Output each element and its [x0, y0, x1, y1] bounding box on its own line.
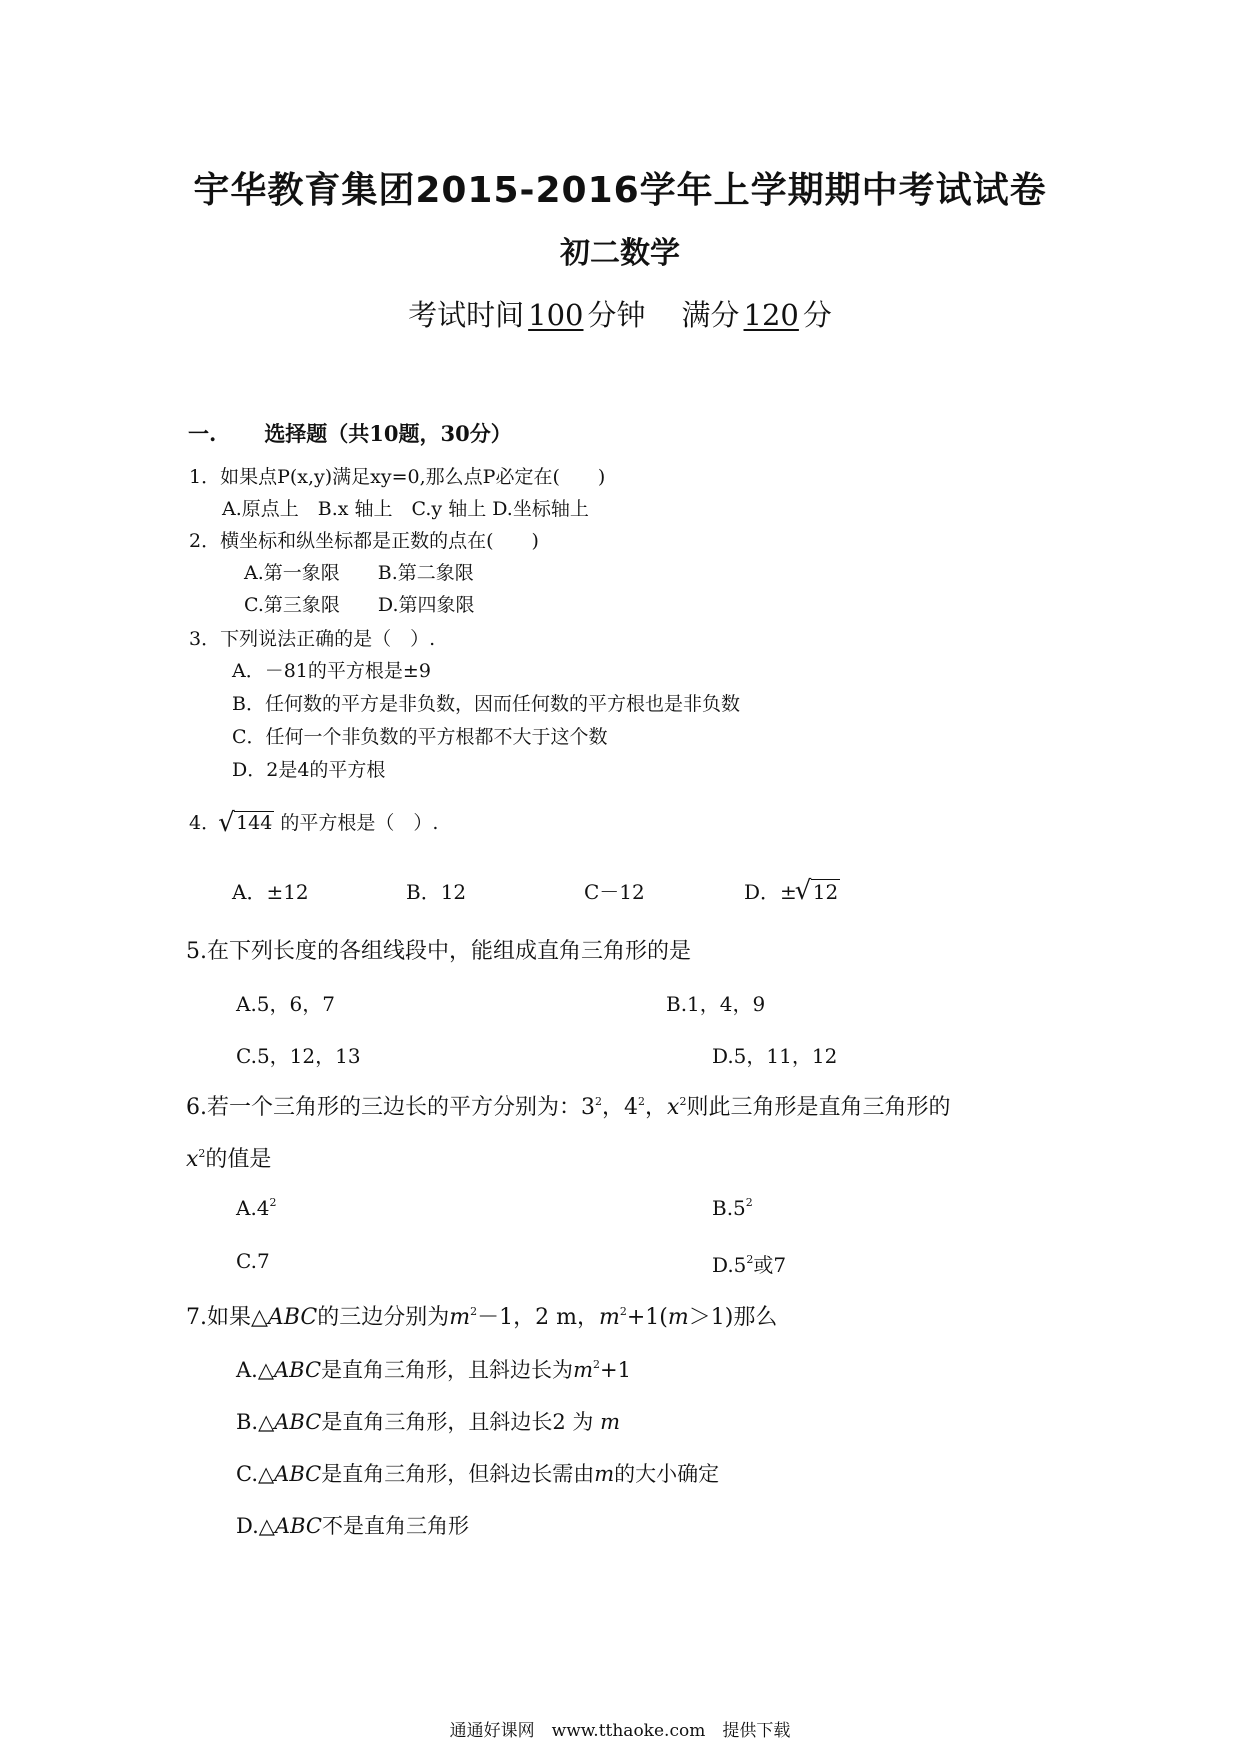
q7-number: 7.: [186, 1305, 207, 1330]
q6-option-d-tail: 或7: [753, 1253, 787, 1277]
q6-stem-line2: [186, 1142, 271, 1173]
q4-stem-tail: 的平方根是（ ）.: [274, 812, 439, 834]
q4-option-b: B．12: [406, 880, 467, 904]
q4-option-a: A．±12: [232, 880, 309, 904]
q7-d-abc: ABC: [274, 1514, 322, 1538]
q7-option-b: [236, 1406, 620, 1436]
page-footer: 通通好课网 www.tthaoke.com 提供下载: [449, 1721, 791, 1741]
time-label: 考试时间: [408, 298, 525, 332]
q7-a-head: A.△: [236, 1358, 274, 1382]
q6-stem-sep1: ，4: [602, 1095, 638, 1120]
q7-a-mid: 是直角三角形，且斜边长为: [321, 1358, 574, 1382]
q6-x-line2: x: [186, 1147, 199, 1172]
q7-stem-a: －1，2 m，: [477, 1305, 599, 1330]
exam-title: 宇华教育集团2015-2016学年上学期期中考试试卷: [193, 170, 1047, 211]
q7-m-3: m: [667, 1305, 689, 1330]
q6-option-a: [236, 1196, 277, 1220]
q7-option-d: [236, 1510, 469, 1540]
q3-option-a: A．－81的平方根是±9: [232, 660, 431, 682]
q6-option-b-text: B.5: [712, 1196, 746, 1220]
q7-c-abc: ABC: [274, 1462, 322, 1486]
exam-info: [0, 293, 1240, 334]
q7-c-m: m: [594, 1462, 615, 1486]
q6-exp-1: 2: [595, 1095, 602, 1108]
q7-b-mid: 是直角三角形，且斜边长2 为: [321, 1410, 594, 1434]
q4-option-d-radicand: 12: [812, 880, 839, 904]
score-label: 满分: [681, 298, 740, 332]
q7-a-abc: ABC: [274, 1358, 322, 1382]
q6-stem-head: 6.若一个三角形的三边长的平方分别为：3: [186, 1095, 595, 1120]
q6-x: x: [667, 1095, 680, 1120]
q2-stem: 2．横坐标和纵坐标都是正数的点在( ): [189, 530, 539, 552]
q6-stem-line1: [186, 1090, 950, 1121]
q6-option-b-exp: 2: [745, 1196, 753, 1209]
q7-stem-head: 如果△: [207, 1305, 268, 1330]
q4-option-d: [744, 876, 840, 905]
time-unit: 分钟: [587, 298, 646, 332]
q7-a-exp: 2: [592, 1358, 600, 1371]
q6-stem-tail: 则此三角形是直角三角形的: [686, 1095, 951, 1120]
q6-option-a-text: A.4: [236, 1196, 270, 1220]
q7-exp-2: 2: [619, 1305, 627, 1318]
q1-options: A.原点上 B.x 轴上 C.y 轴上 D.坐标轴上: [222, 498, 589, 520]
q4-radicand: 144: [236, 812, 273, 834]
q6-option-b: [712, 1196, 753, 1220]
q7-a-tail: +1: [599, 1358, 631, 1382]
section-heading: [188, 418, 512, 448]
q7-c-mid: 是直角三角形，但斜边长需由: [321, 1462, 595, 1486]
q7-stem-mid: 的三边分别为: [317, 1305, 450, 1330]
q7-stem: [186, 1300, 777, 1331]
q7-exp-1: 2: [470, 1305, 478, 1318]
q4-option-c: C－12: [584, 880, 645, 904]
q3-stem: 3．下列说法正确的是（ ）.: [189, 628, 436, 650]
q7-b-abc: ABC: [274, 1410, 322, 1434]
q7-m-1: m: [449, 1305, 471, 1330]
section-number: 一.: [188, 421, 217, 446]
q3-option-b: B．任何数的平方是非负数，因而任何数的平方根也是非负数: [232, 693, 740, 715]
q6-exp-2: 2: [638, 1095, 645, 1108]
score-unit: 分: [802, 298, 832, 332]
q2-options-row1: A.第一象限 B.第二象限: [244, 562, 474, 584]
q6-option-d-head: D.5: [712, 1253, 747, 1277]
q6-stem-sep2: ，: [645, 1095, 668, 1120]
time-value: 100: [528, 298, 584, 332]
q6-option-c: C.7: [236, 1249, 270, 1273]
q7-option-c: [236, 1458, 719, 1488]
q7-d-tail: 不是直角三角形: [321, 1514, 469, 1538]
sqrt-12: [797, 880, 840, 904]
q7-b-head: B.△: [236, 1410, 275, 1434]
q6-line2-tail: 的值是: [205, 1147, 272, 1172]
q5-option-c: C.5，12，13: [236, 1044, 361, 1068]
q4-number: 4．: [189, 812, 221, 834]
section-title: 选择题（共10题，30分）: [264, 421, 512, 446]
q2-options-row2: C.第三象限 D.第四象限: [244, 594, 475, 616]
q6-exp-4: 2: [198, 1147, 206, 1160]
q1-stem: 1．如果点P(x,y)满足xy=0,那么点P必定在( ): [189, 466, 606, 488]
q3-option-d: D．2是4的平方根: [232, 759, 386, 781]
q7-abc: ABC: [267, 1305, 318, 1330]
q5-stem: 5.在下列长度的各组线段中，能组成直角三角形的是: [186, 939, 691, 964]
sqrt-144: [220, 812, 274, 834]
q6-option-a-exp: 2: [269, 1196, 277, 1209]
q7-c-head: C.△: [236, 1462, 275, 1486]
q7-b-m: m: [600, 1410, 620, 1434]
q7-d-head: D.△: [236, 1514, 275, 1538]
q4-option-d-prefix: D．±: [744, 880, 797, 904]
q3-option-c: C．任何一个非负数的平方根都不大于这个数: [232, 726, 608, 748]
q5-option-a: A.5，6，7: [236, 992, 335, 1016]
q4-stem: [189, 808, 438, 835]
q6-option-d-exp: 2: [746, 1253, 754, 1266]
q6-option-d: [712, 1249, 786, 1278]
q7-option-a: [236, 1354, 631, 1384]
exam-subtitle: 初二数学: [560, 236, 680, 271]
q7-m-2: m: [598, 1305, 620, 1330]
q6-exp-3: 2: [679, 1095, 687, 1108]
q5-option-b: B.1，4，9: [666, 992, 766, 1016]
score-value: 120: [743, 298, 799, 332]
q7-stem-b: +1(: [626, 1305, 668, 1330]
q7-c-tail: 的大小确定: [614, 1462, 720, 1486]
q7-a-m: m: [573, 1358, 593, 1382]
q7-stem-c: ＞1)那么: [688, 1305, 778, 1330]
q5-option-d: D.5，11，12: [712, 1044, 838, 1068]
